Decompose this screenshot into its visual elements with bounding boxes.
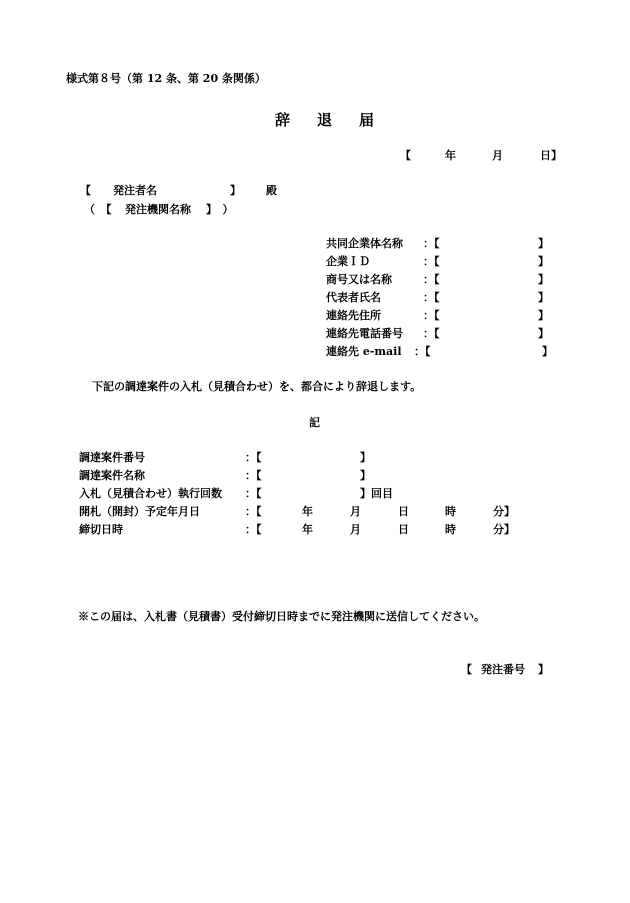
detail-label: 調達案件名称 <box>79 469 145 482</box>
schedule-minute: 分】 <box>493 505 515 518</box>
applicant-open-bracket: ：【 <box>423 309 440 322</box>
applicant-label: 共同企業体名称 <box>326 237 403 250</box>
schedule-year: 年 <box>302 505 313 518</box>
applicant-close-bracket: 】 <box>538 327 549 340</box>
schedule-year: 年 <box>302 523 313 536</box>
applicant-open-bracket: ：【 <box>423 237 440 250</box>
order-number-label: 発注番号 <box>481 663 525 676</box>
applicant-open-bracket: ：【 <box>423 327 440 340</box>
schedule-month: 月 <box>350 523 361 536</box>
schedule-hour: 時 <box>445 505 456 518</box>
detail-label: 入札（見積合わせ）執行回数 <box>79 487 222 500</box>
applicant-label: 企業ＩＤ <box>326 255 370 268</box>
order-number-open-bracket: 【 <box>461 663 472 676</box>
detail-close-bracket: 】回目 <box>360 487 393 500</box>
applicant-close-bracket: 】 <box>542 345 553 358</box>
date-year-label: 年 <box>445 149 456 162</box>
schedule-day: 日 <box>398 505 409 518</box>
addressee-name-placeholder: 発注者名 <box>113 184 157 197</box>
withdrawal-statement: 下記の調達案件の入札（見積合わせ）を、都合により辞退します。 <box>92 380 422 393</box>
applicant-label: 代表者氏名 <box>326 291 381 304</box>
detail-open-bracket: ：【 <box>245 469 262 482</box>
submission-note: ※この届は、入札書（見積書）受付締切日時までに発注機関に送信してください。 <box>78 610 485 623</box>
applicant-open-bracket: ：【 <box>423 255 440 268</box>
detail-open-bracket: ：【 <box>245 487 262 500</box>
addressee-honorific: 殿 <box>266 184 277 197</box>
order-number-close-bracket: 】 <box>538 663 549 676</box>
addressee-close-bracket: 】 <box>230 184 241 197</box>
schedule-label: 開札（開封）予定年月日 <box>79 505 200 518</box>
applicant-open-bracket: ：【 <box>423 273 440 286</box>
applicant-close-bracket: 】 <box>538 273 549 286</box>
detail-label: 調達案件番号 <box>79 451 145 464</box>
addressee-open-bracket: 【 <box>80 184 91 197</box>
detail-close-bracket: 】 <box>360 469 371 482</box>
date-open-bracket: 【 <box>400 149 411 162</box>
applicant-close-bracket: 】 <box>538 309 549 322</box>
form-number: 様式第８号（第 12 条、第 20 条関係） <box>66 72 266 85</box>
schedule-open-bracket: ：【 <box>245 505 262 518</box>
schedule-hour: 時 <box>445 523 456 536</box>
org-line-open: （ 【 <box>84 203 112 216</box>
date-day-label: 日】 <box>540 149 562 162</box>
schedule-label: 締切日時 <box>79 523 123 536</box>
ki-heading: 記 <box>309 416 320 429</box>
applicant-label: 商号又は名称 <box>326 273 392 286</box>
schedule-month: 月 <box>350 505 361 518</box>
schedule-minute: 分】 <box>493 523 515 536</box>
org-line-close: 】 ） <box>206 203 234 216</box>
applicant-open-bracket: ：【 <box>414 345 431 358</box>
applicant-label: 連絡先 e-mail <box>326 345 402 358</box>
applicant-open-bracket: ：【 <box>423 291 440 304</box>
applicant-label: 連絡先住所 <box>326 309 381 322</box>
page-title: 辞 退 届 <box>275 111 381 129</box>
date-month-label: 月 <box>492 149 503 162</box>
schedule-open-bracket: ：【 <box>245 523 262 536</box>
org-name-placeholder: 発注機関名称 <box>125 203 191 216</box>
detail-open-bracket: ：【 <box>245 451 262 464</box>
applicant-close-bracket: 】 <box>538 255 549 268</box>
applicant-close-bracket: 】 <box>538 291 549 304</box>
schedule-day: 日 <box>398 523 409 536</box>
applicant-label: 連絡先電話番号 <box>326 327 403 340</box>
detail-close-bracket: 】 <box>360 451 371 464</box>
applicant-close-bracket: 】 <box>538 237 549 250</box>
